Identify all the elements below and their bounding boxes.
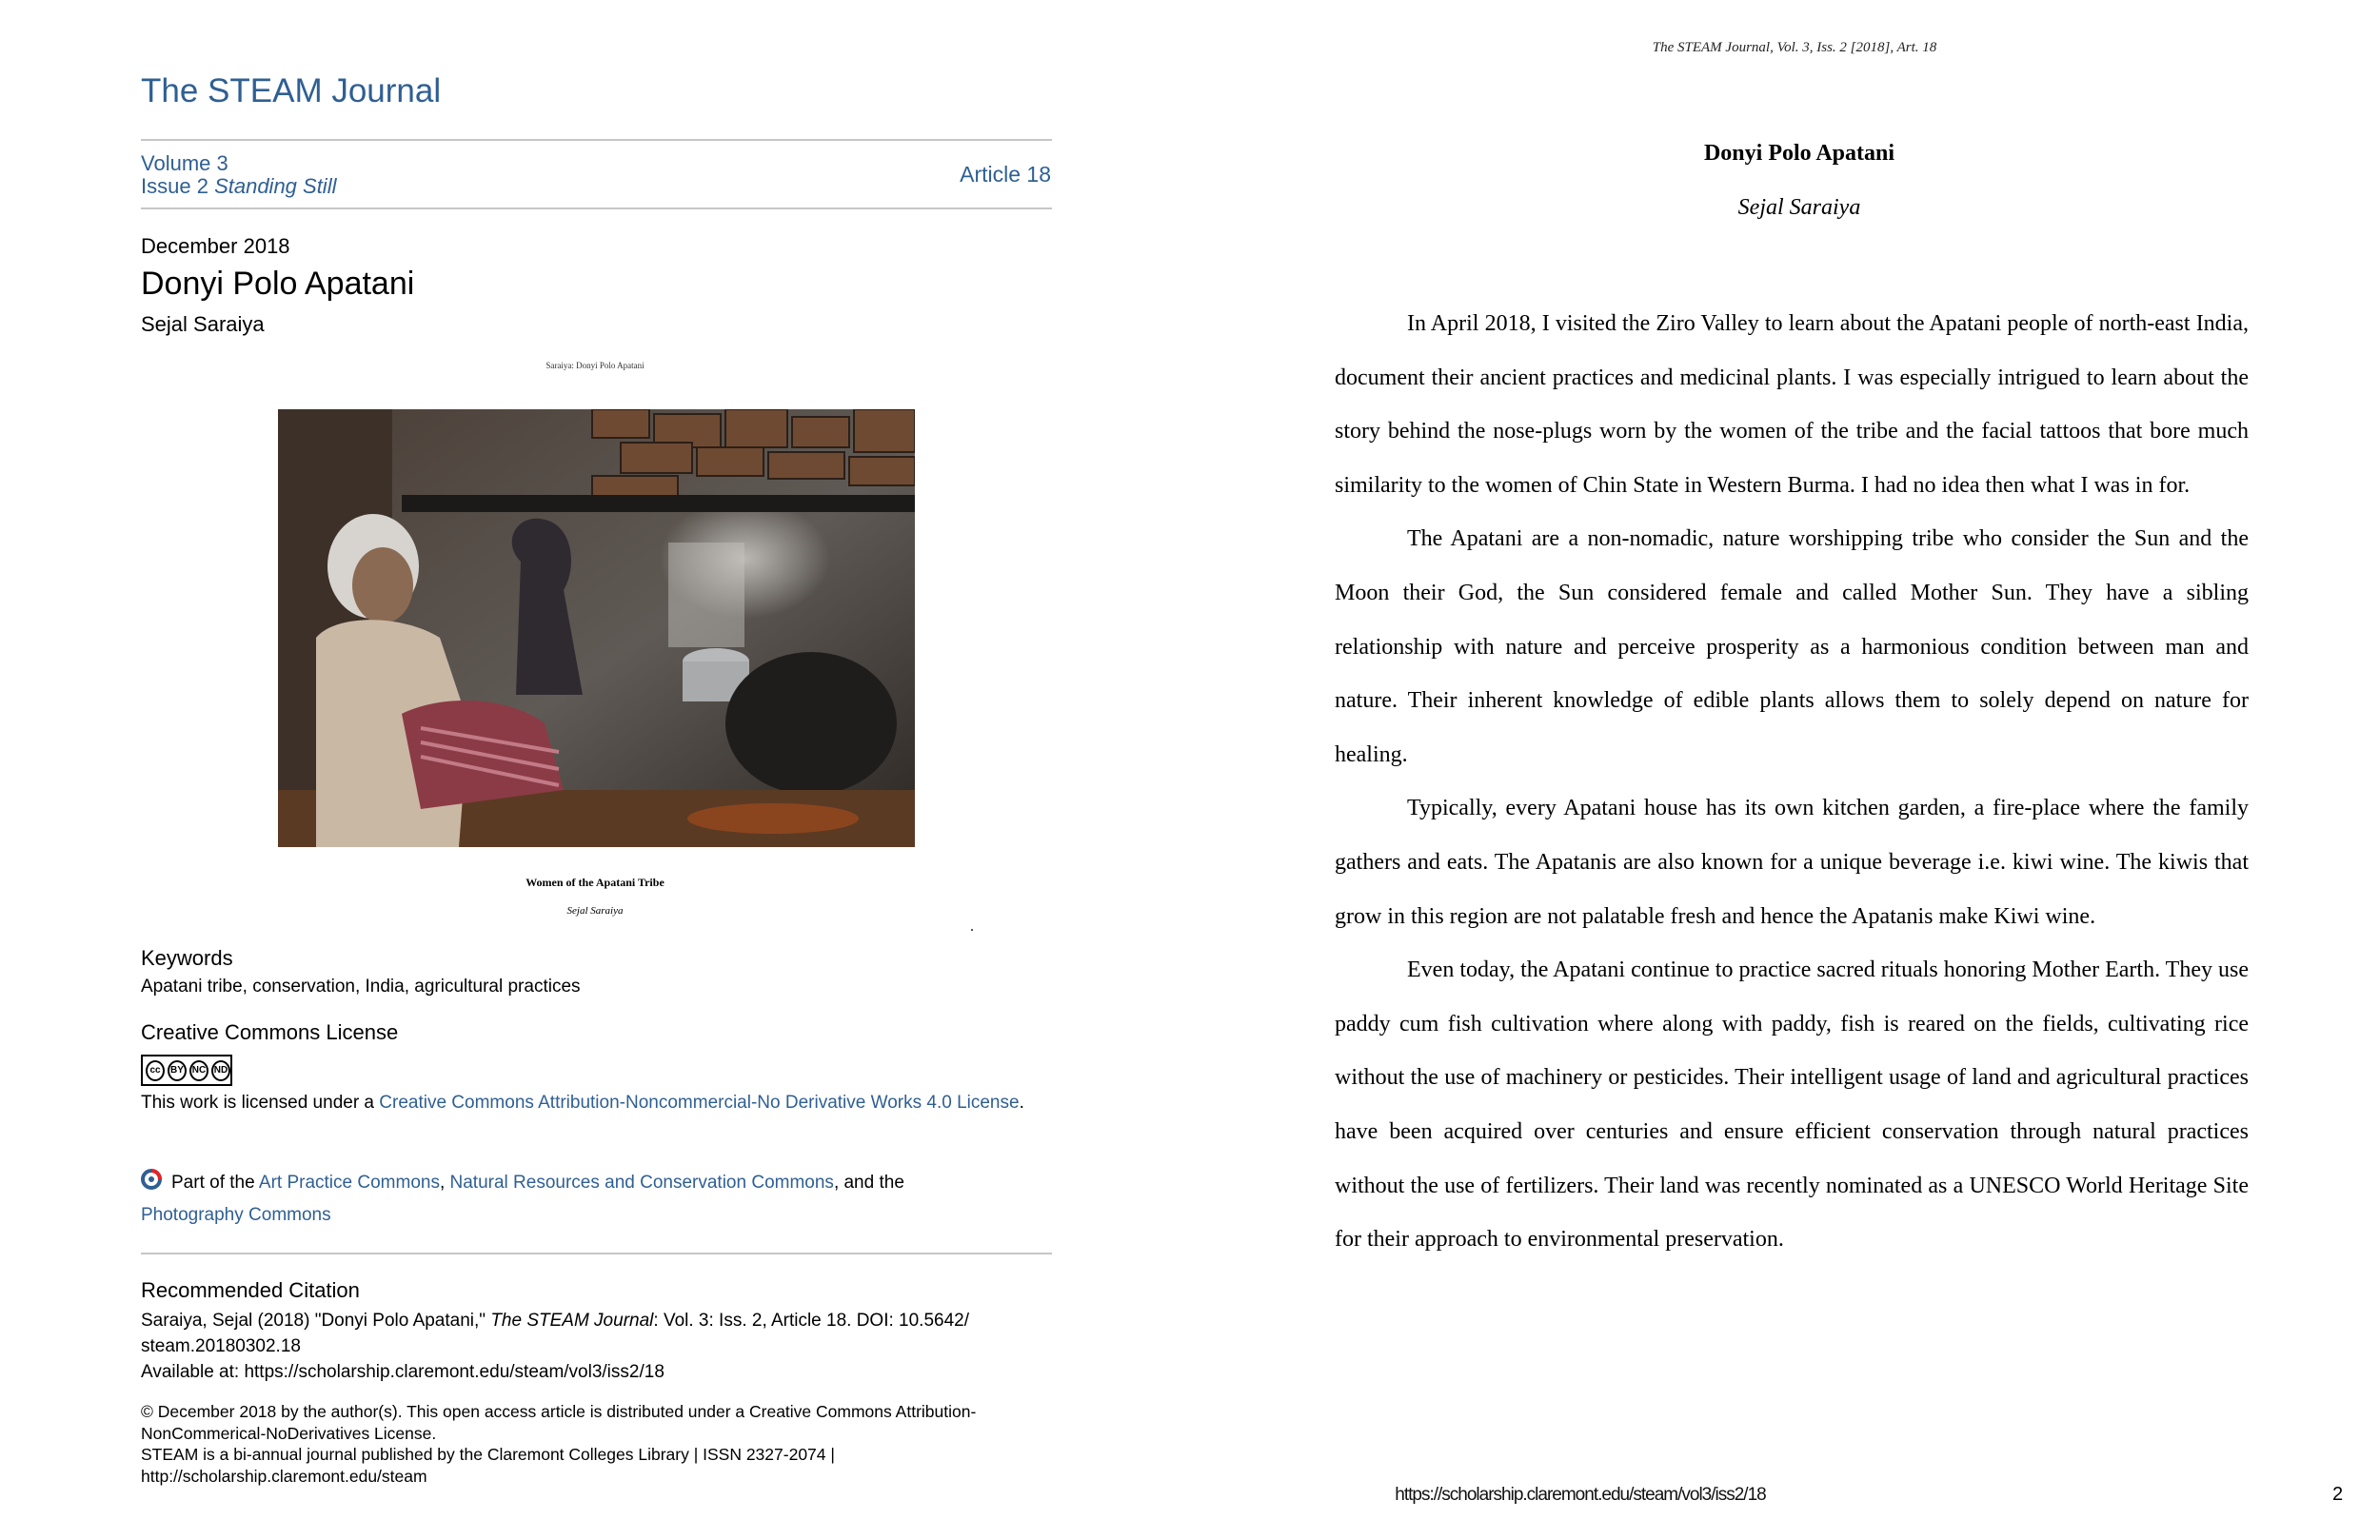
part-of-prefix: Part of the <box>171 1173 259 1193</box>
running-head: The STEAM Journal, Vol. 3, Iss. 2 [2018], Art. 18 <box>1652 40 1937 55</box>
stray-mark <box>971 929 973 931</box>
citation-doi-line: steam.20180302.18 <box>141 1336 301 1356</box>
citation-part2: : Vol. 3: Iss. 2, Article 18. DOI: 10.5642/ <box>653 1311 970 1331</box>
copyright-line-3: STEAM is a bi-annual journal published by the Claremont Colleges Library | ISSN 2327-2074 | <box>141 1445 835 1464</box>
copyright-line-1: © December 2018 by the author(s). This open access article is distributed under a Creative Commons Attribution- <box>141 1402 977 1421</box>
paragraph: Typically, every Apatani house has its own kitchen garden, a fire-place where the family gathers and eats. The Apatanis are also known for a unique beverage i.e. kiwi wine. The kiwis that grow in this region are not palatable fresh and hence the Apatanis make Kiwi wine. <box>1335 796 2249 929</box>
body-title: Donyi Polo Apatani <box>1703 141 1895 166</box>
issue-link[interactable] <box>141 175 336 198</box>
divider <box>141 1253 1052 1254</box>
nc-icon: NC <box>189 1060 208 1081</box>
citation-heading: Recommended Citation <box>141 1278 360 1302</box>
issue-name: Standing Still <box>214 174 337 198</box>
license-heading: Creative Commons License <box>141 1020 399 1044</box>
license-prefix: This work is licensed under a <box>141 1093 380 1113</box>
comma: , <box>439 1173 450 1193</box>
by-icon: BY <box>168 1060 187 1081</box>
digital-commons-icon <box>141 1167 164 1190</box>
and-the: , and the <box>833 1173 904 1193</box>
art-practice-commons-link[interactable]: Art Practice Commons <box>258 1173 440 1193</box>
license-suffix: . <box>1019 1093 1024 1113</box>
citation-journal: The STEAM Journal <box>490 1311 654 1331</box>
copyright-line-2: NonCommerical-NoDerivatives License. <box>141 1423 437 1443</box>
natural-resources-commons-link[interactable]: Natural Resources and Conservation Commons <box>449 1173 834 1193</box>
article-number-link[interactable]: Article 18 <box>960 162 1051 187</box>
divider <box>141 207 1052 209</box>
footer-url[interactable]: https://scholarship.claremont.edu/steam/vol3/iss2/18 <box>1395 1485 1766 1505</box>
issue-number: Issue 2 <box>141 174 208 198</box>
citation-part1: Saraiya, Sejal (2018) "Donyi Polo Apatani," <box>141 1311 491 1331</box>
cover-photo <box>278 409 915 847</box>
citation-available[interactable]: Available at: https://scholarship.claremont.edu/steam/vol3/iss2/18 <box>141 1362 664 1382</box>
body-author: Sejal Saraiya <box>1737 195 1861 220</box>
cc-icon: cc <box>146 1060 165 1081</box>
figure-caption-credit: Sejal Saraiya <box>566 905 624 917</box>
photography-commons-link[interactable]: Photography Commons <box>141 1205 331 1225</box>
citation-text <box>141 1308 1055 1385</box>
part-of-line <box>171 1171 1047 1195</box>
article-author: Sejal Saraiya <box>141 312 265 336</box>
cc-license-badge[interactable] <box>141 1055 232 1086</box>
journal-title[interactable]: The STEAM Journal <box>141 72 442 109</box>
volume-issue-block <box>141 152 336 198</box>
photo-illustration <box>278 409 915 847</box>
paragraph: The Apatani are a non-nomadic, nature worshipping tribe who consider the Sun and the Moon their God, the Sun considered female and called Mother Sun. They have a sibling relationship with nature and perceive prosperity as a harmonious condition between man and nature. Their inherent knowledge of edible plants allows them to solely depend on nature for healing. <box>1335 526 2249 767</box>
divider <box>141 139 1052 141</box>
part-of-line-2 <box>141 1203 331 1228</box>
article-title: Donyi Polo Apatani <box>141 266 415 302</box>
mini-running-head: Saraiya: Donyi Polo Apatani <box>545 361 645 370</box>
keywords-heading: Keywords <box>141 946 233 970</box>
paragraph: Even today, the Apatani continue to practice sacred rituals honoring Mother Earth. They use paddy cum fish cultivation where along with paddy, fish is reared on the fields, cultivating rice without the use of machinery or pesticides. Their intelligent usage of land and agricultural practices have been acquired over centuries and ensure efficient conservation through natural practices without the use of fertilizers. Their land was recently nominated as a UNESCO World Heritage Site for their approach to environmental preservation. <box>1335 958 2249 1253</box>
paragraph: In April 2018, I visited the Ziro Valley to learn about the Apatani people of north-east India, document their ancient practices and medicinal plants. I was especially intrigued to learn about the story behind the nose-plugs worn by the women of the tribe and the facial tattoos that bore much similarity to the women of Chin State in Western Burma. I had no idea then what I was in for. <box>1335 311 2249 498</box>
license-link[interactable]: Creative Commons Attribution-Noncommercial-No Derivative Works 4.0 License <box>379 1093 1020 1113</box>
article-body <box>1335 297 2249 1267</box>
copyright-url[interactable]: http://scholarship.claremont.edu/steam <box>141 1466 427 1486</box>
license-text <box>141 1091 1045 1116</box>
copyright-footer <box>141 1401 1055 1487</box>
keywords-list: Apatani tribe, conservation, India, agricultural practices <box>141 977 581 997</box>
page-number: 2 <box>2332 1484 2344 1505</box>
figure-caption-title: Women of the Apatani Tribe <box>526 876 664 889</box>
nd-icon: ND <box>211 1060 230 1081</box>
volume-link[interactable]: Volume 3 <box>141 151 228 175</box>
publication-date: December 2018 <box>141 234 290 258</box>
